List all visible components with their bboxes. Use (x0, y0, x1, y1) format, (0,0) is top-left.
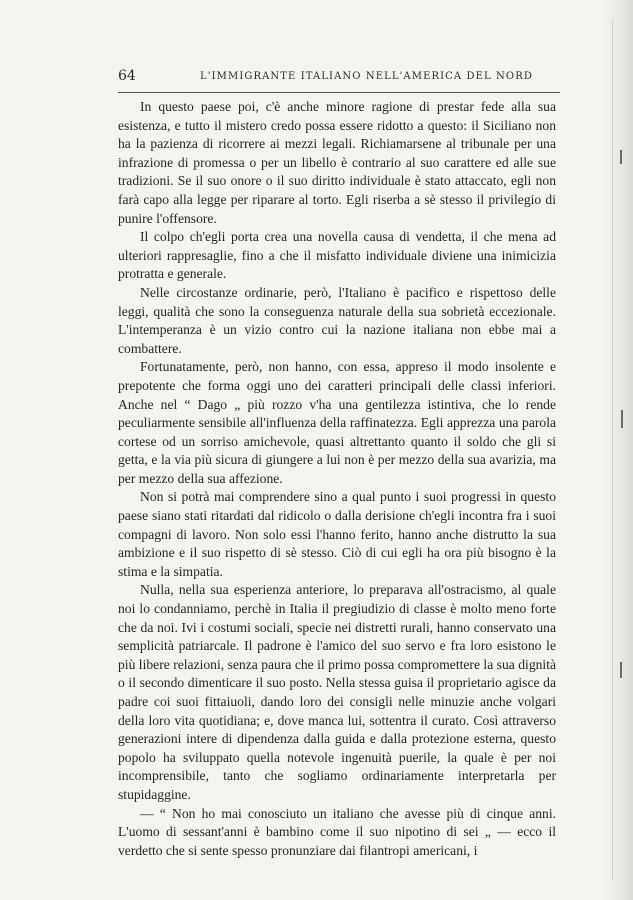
page-edge-shadow (603, 0, 633, 900)
paragraph: Fortunatamente, però, non hanno, con essa, appreso il modo insolente e prepotente che forma oggi uno dei caratteri principali delle classi inferiori. Anche nel “ Dago „ più rozzo v'ha una gentilezza istintiva, che lo rende peculiarmente sensibile all'influenza della raffinatezza. Egli apprezza una parola cortese od un sorriso amichevole, quasi altrettanto quanto il soldo che gli si getta, e la via più sicura di giungere a lui non è per mezzo della sua avarizia, ma per mezzo della sua affezione. (118, 359, 556, 486)
margin-mark (620, 662, 622, 678)
paragraph: — “ Non ho mai conosciuto un italiano che avesse più di cinque anni. L'uomo di sessant'anni è bambino come il suo nipotino di sei „ — ecco il verdetto che si sente spesso pronunziare dai filantropi americani, i (118, 805, 556, 858)
paragraph: Nulla, nella sua esperienza anteriore, lo preparava all'ostracismo, al quale noi lo condanniamo, perchè in Italia il pregiudizio di classe è molto meno forte che da noi. Ivi i costumi sociali, specie nei distretti rurali, hanno conservato una semplicità patriarcale. Il padrone è l'amico del suo servo e fra loro esistono le più libere relazioni, senza paura che il primo possa compromettere la sua dignità o il secondo dimenticare il suo posto. Nella stessa guisa il proprietario agisce da padre coi suoi fittaiuoli, dando loro dei consigli nelle minuzie anche volgari della loro vita quotidiana; e, dove manca lui, sottentra il curato. Così attraverso generazioni intere di dipendenza dalla guida e dalla protezione esterna, questo popolo ha sviluppato quella notevole ingenuità puerile, la quale è per noi incomprensibile, tanto che sogliamo ordinariamente interpretarla per stupidaggine. (118, 582, 556, 802)
page-number: 64 (118, 68, 136, 84)
paragraph: Nelle circostanze ordinarie, però, l'Italiano è pacifico e rispettoso delle leggi, qualità che sono la conseguenza naturale della sua sobrietà eccezionale. L'intemperanza è un vizio contro cui la nazione italiana non ebbe mai a combattere. (118, 284, 556, 356)
header-rule (118, 92, 560, 93)
paragraph: Non si potrà mai comprendere sino a qual punto i suoi progressi in questo paese siano stati ritardati dal ridicolo o dalla derisione ch'egli incontra fra i suoi compagni di lavoro. Non solo essi l'hanno ferito, hanno anche distrutto la sua ambizione e il suo rispetto di sè stesso. Ciò di cui egli ha ora più bisogno è la stima e la simpatia. (118, 489, 556, 579)
paragraph: In questo paese poi, c'è anche minore ragione di prestar fede alla sua esistenza, e tutto il mistero credo possa essere ridotto a questo: il Siciliano non ha la pazienza di ricorrere ai mezzi legali. Richiamarsene al tribunale per una infrazione di promessa o per un libello è contrario al suo carattere ed alle sue tradizioni. Se il suo onore o il suo diritto individuale è stato attaccato, egli non farà capo alla legge per riparare al torto. Egli riserba a sè stesso il privilegio di punire l'offensore. (118, 99, 556, 226)
running-head: L'IMMIGRANTE ITALIANO NELL'AMERICA DEL NORD (200, 71, 533, 82)
margin-mark (621, 410, 623, 428)
paragraph: Il colpo ch'egli porta crea una novella causa di vendetta, il che mena ad ulteriori rappresaglie, fino a che il misfatto individuale diviene una inimicizia protratta e generale. (118, 229, 556, 282)
page-header (118, 68, 558, 90)
page-edge-line (612, 20, 613, 880)
margin-mark (620, 150, 622, 164)
body-text (118, 98, 556, 860)
